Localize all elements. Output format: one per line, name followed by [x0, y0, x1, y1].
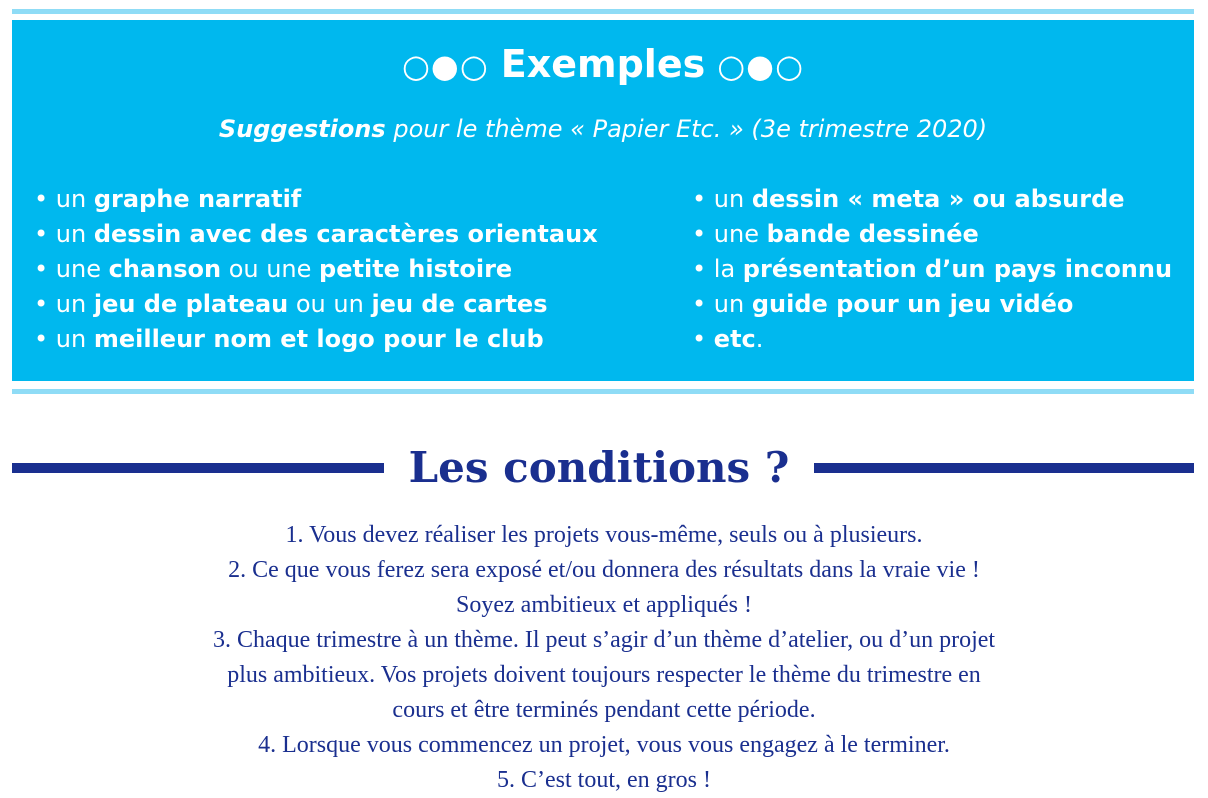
heading-bar-right — [814, 463, 1194, 473]
suggestion-item — [34, 252, 598, 287]
bottom-divider — [12, 389, 1194, 394]
suggestion-keyword: etc — [713, 325, 756, 353]
condition-line: 3. Chaque trimestre à un thème. Il peut s’agir d’un thème d’atelier, ou d’un projet — [212, 627, 996, 653]
subtitle-bold: Suggestions — [218, 115, 386, 143]
condition-line: 1. Vous devez réaliser les projets vous-même, seuls ou à plusieurs. — [285, 522, 923, 548]
examples-panel — [12, 20, 1194, 381]
suggestion-item — [692, 252, 1172, 287]
suggestion-item — [34, 182, 598, 217]
condition-line: plus ambitieux. Vos projets doivent toujours respecter le thème du trimestre en — [227, 662, 981, 688]
suggestion-text: • un — [34, 325, 94, 353]
subtitle-text: pour le thème « Papier Etc. » (3e trimestre 2020) — [393, 115, 988, 143]
suggestion-keyword: meilleur nom et logo pour le club — [93, 325, 544, 353]
suggestion-item — [692, 322, 1172, 357]
suggestion-keyword: dessin « meta » ou absurde — [751, 185, 1125, 213]
suggestion-text: • un — [34, 185, 94, 213]
suggestions-list-right — [692, 182, 1172, 357]
suggestion-keyword: présentation d’un pays inconnu — [742, 255, 1173, 283]
suggestion-keyword: graphe narratif — [93, 185, 302, 213]
suggestion-text: • un — [692, 185, 752, 213]
conditions-title: Les conditions ? — [408, 443, 790, 492]
heading-bar-left — [12, 463, 384, 473]
examples-title-text: Exemples — [500, 42, 706, 86]
condition-line: 4. Lorsque vous commencez un projet, vous vous engagez à le terminer. — [258, 732, 950, 758]
suggestion-keyword: dessin avec des caractères orientaux — [93, 220, 598, 248]
suggestion-keyword: bande dessinée — [766, 220, 979, 248]
suggestion-item — [34, 322, 598, 357]
suggestions-list-left — [34, 182, 598, 357]
suggestion-keyword: chanson — [108, 255, 222, 283]
suggestion-text: ou une — [221, 255, 320, 283]
suggestion-text: • un — [34, 220, 94, 248]
suggestion-keyword: jeu de cartes — [371, 290, 548, 318]
suggestion-text: • la — [692, 255, 743, 283]
title-ornament-right: ○●○ — [717, 47, 804, 85]
suggestion-item — [692, 182, 1172, 217]
title-ornament-left: ○●○ — [402, 47, 489, 85]
suggestion-text: • un — [692, 290, 752, 318]
suggestion-keyword: guide pour un jeu vidéo — [751, 290, 1074, 318]
condition-line: 2. Ce que vous ferez sera exposé et/ou donnera des résultats dans la vraie vie ! — [228, 557, 980, 583]
conditions-text — [0, 518, 1208, 798]
condition-line: Soyez ambitieux et appliqués ! — [456, 592, 752, 618]
condition-line: 5. C’est tout, en gros ! — [497, 767, 711, 793]
condition-line: cours et être terminés pendant cette période. — [392, 697, 816, 723]
examples-title — [12, 42, 1194, 88]
suggestion-item — [34, 287, 598, 322]
top-divider — [12, 9, 1194, 14]
suggestion-item — [692, 217, 1172, 252]
suggestion-text: . — [755, 325, 764, 353]
suggestion-text: ou un — [288, 290, 372, 318]
suggestion-keyword: petite histoire — [319, 255, 513, 283]
conditions-header — [0, 438, 1208, 498]
suggestion-item — [692, 287, 1172, 322]
suggestion-text: • une — [34, 255, 109, 283]
suggestion-text: • — [692, 325, 714, 353]
suggestion-text: • une — [692, 220, 767, 248]
suggestion-keyword: jeu de plateau — [93, 290, 289, 318]
suggestion-text: • un — [34, 290, 94, 318]
suggestion-item — [34, 217, 598, 252]
examples-subtitle — [12, 114, 1194, 144]
